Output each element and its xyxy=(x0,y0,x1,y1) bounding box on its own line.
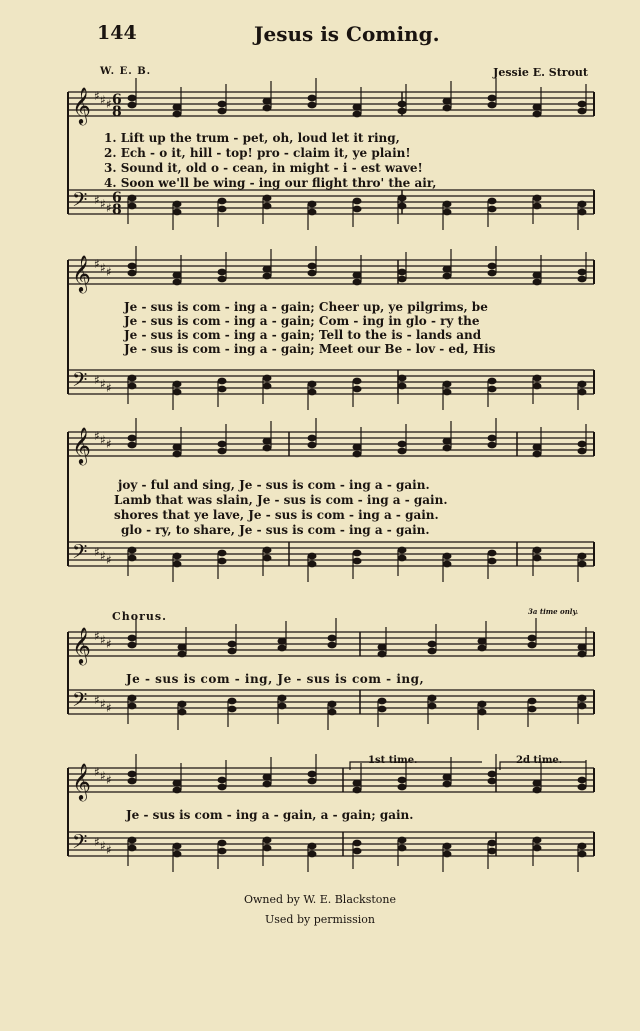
note-head xyxy=(578,644,587,651)
note-head xyxy=(443,389,452,396)
note-head xyxy=(533,787,542,794)
copyright-footer xyxy=(0,890,640,930)
sharp-icon: ♯ xyxy=(106,701,112,715)
note-head xyxy=(308,201,317,208)
note-head xyxy=(328,701,337,708)
note-head xyxy=(173,272,182,279)
note-head xyxy=(128,375,137,382)
time-signature: 6 xyxy=(112,92,122,108)
time-signature: 8 xyxy=(112,202,122,218)
verse-4-line-1: 4. Soon we'll be wing - ing our flight thro' the air, xyxy=(104,176,437,190)
note-head xyxy=(398,555,407,562)
bass-clef-icon: 𝄢 xyxy=(72,368,88,396)
note-head xyxy=(308,553,317,560)
sharp-icon: ♯ xyxy=(100,93,106,107)
composer-credit: W. E. B. xyxy=(100,66,152,77)
note-head xyxy=(353,272,362,279)
page-number: 144 xyxy=(97,22,137,44)
note-head xyxy=(263,195,272,202)
note-head xyxy=(528,635,537,642)
note-head xyxy=(533,383,542,390)
note-head xyxy=(128,195,137,202)
note-head xyxy=(428,648,437,655)
note-head xyxy=(308,561,317,568)
note-head xyxy=(578,276,587,283)
note-head xyxy=(353,550,362,557)
note-head xyxy=(308,778,317,785)
note-head xyxy=(218,777,227,784)
sharp-icon: ♯ xyxy=(106,553,112,567)
chorus-label: Chorus. xyxy=(112,610,167,623)
note-head xyxy=(263,837,272,844)
note-head xyxy=(218,386,227,393)
note-head xyxy=(173,780,182,787)
sharp-icon: ♯ xyxy=(100,697,106,711)
note-head xyxy=(578,389,587,396)
verse-2-line-3: Lamb that was slain, Je - sus is com - ing a - gain. xyxy=(114,493,448,507)
note-head xyxy=(578,201,587,208)
note-head xyxy=(488,95,497,102)
note-head xyxy=(533,272,542,279)
note-head xyxy=(178,701,187,708)
note-head xyxy=(578,851,587,858)
note-head xyxy=(488,378,497,385)
note-head xyxy=(128,203,137,210)
note-head xyxy=(528,698,537,705)
note-head xyxy=(328,642,337,649)
note-head xyxy=(308,270,317,277)
sharp-icon: ♯ xyxy=(94,257,100,271)
treble-clef-icon: 𝄞 xyxy=(72,762,91,800)
sharp-icon: ♯ xyxy=(106,201,112,215)
note-head xyxy=(443,266,452,273)
note-head xyxy=(533,195,542,202)
note-head xyxy=(578,561,587,568)
note-head xyxy=(128,642,137,649)
permission-note: Used by permission xyxy=(265,913,375,926)
note-head xyxy=(533,111,542,118)
note-head xyxy=(398,203,407,210)
note-head xyxy=(178,644,187,651)
note-head xyxy=(578,448,587,455)
note-head xyxy=(353,451,362,458)
verse-3-line-3: shores that ye lave, Je - sus is com - ing a - gain. xyxy=(114,508,439,522)
note-head xyxy=(353,279,362,286)
note-head xyxy=(173,843,182,850)
note-head xyxy=(128,270,137,277)
note-head xyxy=(218,198,227,205)
note-head xyxy=(443,445,452,452)
verse-4-line-2: Je - sus is com - ing a - gain; Meet our Be - lov - ed, His xyxy=(124,342,496,356)
sharp-icon: ♯ xyxy=(100,197,106,211)
note-head xyxy=(278,695,287,702)
sharp-icon: ♯ xyxy=(100,377,106,391)
note-head xyxy=(173,444,182,451)
verse-2-line-1: 2. Ech - o it, hill - top! pro - claim it, ye plain! xyxy=(104,146,411,160)
note-head xyxy=(263,375,272,382)
note-head xyxy=(443,561,452,568)
note-head xyxy=(398,845,407,852)
note-head xyxy=(488,270,497,277)
note-head xyxy=(488,102,497,109)
note-head xyxy=(353,780,362,787)
note-head xyxy=(578,651,587,658)
note-head xyxy=(398,101,407,108)
chorus-line-2: Je - sus is com - ing a - gain, a - gain; gain. xyxy=(126,808,414,822)
note-head xyxy=(378,644,387,651)
note-head xyxy=(263,383,272,390)
verse-2-line-2: Je - sus is com - ing a - gain; Com - ing in glo - ry the xyxy=(124,314,480,328)
note-head xyxy=(443,381,452,388)
note-head xyxy=(178,709,187,716)
note-head xyxy=(263,266,272,273)
note-head xyxy=(128,442,137,449)
note-head xyxy=(308,771,317,778)
note-head xyxy=(398,108,407,115)
note-head xyxy=(398,269,407,276)
note-head xyxy=(308,381,317,388)
note-head xyxy=(173,104,182,111)
note-head xyxy=(228,641,237,648)
note-head xyxy=(533,279,542,286)
note-head xyxy=(443,781,452,788)
note-head xyxy=(218,848,227,855)
note-head xyxy=(218,558,227,565)
note-head xyxy=(128,435,137,442)
note-head xyxy=(578,843,587,850)
verse-4-line-3: glo - ry, to share, Je - sus is com - ing a - gain. xyxy=(121,523,430,537)
note-head xyxy=(128,778,137,785)
note-head xyxy=(308,843,317,850)
bass-clef-icon: 𝄢 xyxy=(72,688,88,716)
sharp-icon: ♯ xyxy=(94,629,100,643)
bass-clef-icon: 𝄢 xyxy=(72,540,88,568)
note-head xyxy=(173,279,182,286)
note-head xyxy=(308,442,317,449)
sharp-icon: ♯ xyxy=(106,381,112,395)
chorus-line-1: Je - sus is com - ing, Je - sus is com - ing, xyxy=(126,672,425,686)
note-head xyxy=(488,550,497,557)
note-head xyxy=(578,101,587,108)
note-head xyxy=(218,206,227,213)
note-head xyxy=(308,389,317,396)
note-head xyxy=(488,435,497,442)
note-head xyxy=(443,774,452,781)
note-head xyxy=(263,438,272,445)
note-head xyxy=(578,703,587,710)
note-head xyxy=(308,95,317,102)
note-head xyxy=(228,698,237,705)
note-head xyxy=(398,837,407,844)
note-head xyxy=(533,845,542,852)
note-head xyxy=(378,698,387,705)
note-head xyxy=(173,201,182,208)
sharp-icon: ♯ xyxy=(106,265,112,279)
note-head xyxy=(128,845,137,852)
note-head xyxy=(328,635,337,642)
note-head xyxy=(263,555,272,562)
note-head xyxy=(263,203,272,210)
note-head xyxy=(578,784,587,791)
note-head xyxy=(128,383,137,390)
note-head xyxy=(263,774,272,781)
sharp-icon: ♯ xyxy=(94,429,100,443)
note-head xyxy=(218,441,227,448)
note-head xyxy=(263,547,272,554)
note-head xyxy=(128,555,137,562)
note-head xyxy=(378,706,387,713)
note-head xyxy=(533,375,542,382)
note-head xyxy=(173,381,182,388)
note-head xyxy=(308,435,317,442)
sharp-icon: ♯ xyxy=(94,693,100,707)
note-head xyxy=(488,840,497,847)
note-head xyxy=(128,771,137,778)
note-head xyxy=(353,848,362,855)
note-head xyxy=(308,102,317,109)
note-head xyxy=(308,263,317,270)
note-head xyxy=(578,209,587,216)
note-head xyxy=(128,695,137,702)
note-head xyxy=(353,558,362,565)
note-head xyxy=(218,101,227,108)
sharp-icon: ♯ xyxy=(106,637,112,651)
bass-clef-icon: 𝄢 xyxy=(72,830,88,858)
verse-1-line-2: Je - sus is com - ing a - gain; Cheer up, ye pilgrims, be xyxy=(124,300,488,314)
note-head xyxy=(353,840,362,847)
note-head xyxy=(533,837,542,844)
note-head xyxy=(478,709,487,716)
note-head xyxy=(533,555,542,562)
note-head xyxy=(218,276,227,283)
note-head xyxy=(263,98,272,105)
treble-clef-icon: 𝄞 xyxy=(72,426,91,464)
note-head xyxy=(353,444,362,451)
sharp-icon: ♯ xyxy=(94,373,100,387)
sharp-icon: ♯ xyxy=(94,835,100,849)
note-head xyxy=(578,441,587,448)
note-head xyxy=(353,206,362,213)
note-head xyxy=(278,638,287,645)
note-head xyxy=(128,263,137,270)
note-head xyxy=(428,641,437,648)
note-head xyxy=(263,273,272,280)
note-head xyxy=(533,451,542,458)
note-head xyxy=(533,203,542,210)
bass-clef-icon: 𝄢 xyxy=(72,188,88,216)
note-head xyxy=(398,547,407,554)
time-signature: 8 xyxy=(112,104,122,120)
note-head xyxy=(488,778,497,785)
verse-3-line-2: Je - sus is com - ing a - gain; Tell to the is - lands and xyxy=(124,328,482,342)
note-head xyxy=(278,703,287,710)
note-head xyxy=(228,706,237,713)
sharp-icon: ♯ xyxy=(94,545,100,559)
note-head xyxy=(488,848,497,855)
note-head xyxy=(528,706,537,713)
note-head xyxy=(218,840,227,847)
note-head xyxy=(533,780,542,787)
note-head xyxy=(578,108,587,115)
first-ending-label: 1st time. xyxy=(368,755,418,766)
note-head xyxy=(398,441,407,448)
note-head xyxy=(308,851,317,858)
note-head xyxy=(443,843,452,850)
note-head xyxy=(528,642,537,649)
note-head xyxy=(218,550,227,557)
note-head xyxy=(173,561,182,568)
note-head xyxy=(173,111,182,118)
sharp-icon: ♯ xyxy=(94,765,100,779)
note-head xyxy=(173,389,182,396)
note-head xyxy=(398,195,407,202)
sharp-icon: ♯ xyxy=(100,769,106,783)
hymn-title: Jesus is Coming. xyxy=(254,22,440,46)
note-head xyxy=(398,383,407,390)
sharp-icon: ♯ xyxy=(100,433,106,447)
note-head xyxy=(443,553,452,560)
note-head xyxy=(488,442,497,449)
sharp-icon: ♯ xyxy=(106,843,112,857)
note-head xyxy=(173,851,182,858)
note-head xyxy=(428,703,437,710)
note-head xyxy=(488,558,497,565)
note-head xyxy=(173,553,182,560)
note-head xyxy=(398,784,407,791)
note-head xyxy=(128,95,137,102)
verse-3-line-1: 3. Sound it, old o - cean, in might - i - est wave! xyxy=(104,161,423,175)
lyricist-credit: Jessie E. Strout xyxy=(493,66,588,79)
note-head xyxy=(128,547,137,554)
note-head xyxy=(488,771,497,778)
treble-clef-icon: 𝄞 xyxy=(72,626,91,664)
note-head xyxy=(478,645,487,652)
note-head xyxy=(263,845,272,852)
note-head xyxy=(443,851,452,858)
sharp-icon: ♯ xyxy=(106,97,112,111)
note-head xyxy=(178,651,187,658)
note-head xyxy=(578,553,587,560)
note-head xyxy=(353,787,362,794)
note-head xyxy=(443,209,452,216)
note-head xyxy=(353,378,362,385)
note-head xyxy=(478,638,487,645)
sharp-icon: ♯ xyxy=(100,633,106,647)
verse-1-line-1: 1. Lift up the trum - pet, oh, loud let it ring, xyxy=(104,131,400,145)
note-head xyxy=(218,448,227,455)
note-head xyxy=(398,448,407,455)
last-time-note: 3a time only. xyxy=(528,607,579,616)
note-head xyxy=(218,269,227,276)
note-head xyxy=(443,438,452,445)
note-head xyxy=(443,201,452,208)
note-head xyxy=(218,378,227,385)
note-head xyxy=(578,269,587,276)
sharp-icon: ♯ xyxy=(100,261,106,275)
note-head xyxy=(578,381,587,388)
note-head xyxy=(443,273,452,280)
time-signature: 6 xyxy=(112,190,122,206)
note-head xyxy=(398,375,407,382)
treble-clef-icon: 𝄞 xyxy=(72,254,91,292)
sharp-icon: ♯ xyxy=(94,193,100,207)
note-head xyxy=(263,781,272,788)
note-head xyxy=(353,111,362,118)
note-head xyxy=(173,787,182,794)
note-head xyxy=(478,701,487,708)
sharp-icon: ♯ xyxy=(100,839,106,853)
note-head xyxy=(128,102,137,109)
note-head xyxy=(263,445,272,452)
note-head xyxy=(278,645,287,652)
note-head xyxy=(128,837,137,844)
note-head xyxy=(398,777,407,784)
second-ending-label: 2d time. xyxy=(516,755,563,766)
note-head xyxy=(428,695,437,702)
note-head xyxy=(398,276,407,283)
treble-clef-icon: 𝄞 xyxy=(72,86,91,124)
note-head xyxy=(533,104,542,111)
note-head xyxy=(328,709,337,716)
note-head xyxy=(578,695,587,702)
note-head xyxy=(353,104,362,111)
verse-1-line-3: joy - ful and sing, Je - sus is com - ing a - gain. xyxy=(118,478,430,492)
note-head xyxy=(353,386,362,393)
sharp-icon: ♯ xyxy=(106,773,112,787)
note-head xyxy=(173,209,182,216)
note-head xyxy=(443,98,452,105)
note-head xyxy=(128,703,137,710)
sharp-icon: ♯ xyxy=(106,437,112,451)
note-head xyxy=(378,651,387,658)
note-head xyxy=(488,198,497,205)
note-head xyxy=(443,105,452,112)
note-head xyxy=(128,635,137,642)
note-head xyxy=(263,105,272,112)
owner-note: Owned by W. E. Blackstone xyxy=(244,893,396,906)
note-head xyxy=(218,108,227,115)
note-head xyxy=(488,263,497,270)
sharp-icon: ♯ xyxy=(100,549,106,563)
note-head xyxy=(533,547,542,554)
note-head xyxy=(353,198,362,205)
note-head xyxy=(228,648,237,655)
note-head xyxy=(578,777,587,784)
note-head xyxy=(173,451,182,458)
note-head xyxy=(488,206,497,213)
note-head xyxy=(218,784,227,791)
note-head xyxy=(308,209,317,216)
note-head xyxy=(488,386,497,393)
sharp-icon: ♯ xyxy=(94,89,100,103)
note-head xyxy=(533,444,542,451)
